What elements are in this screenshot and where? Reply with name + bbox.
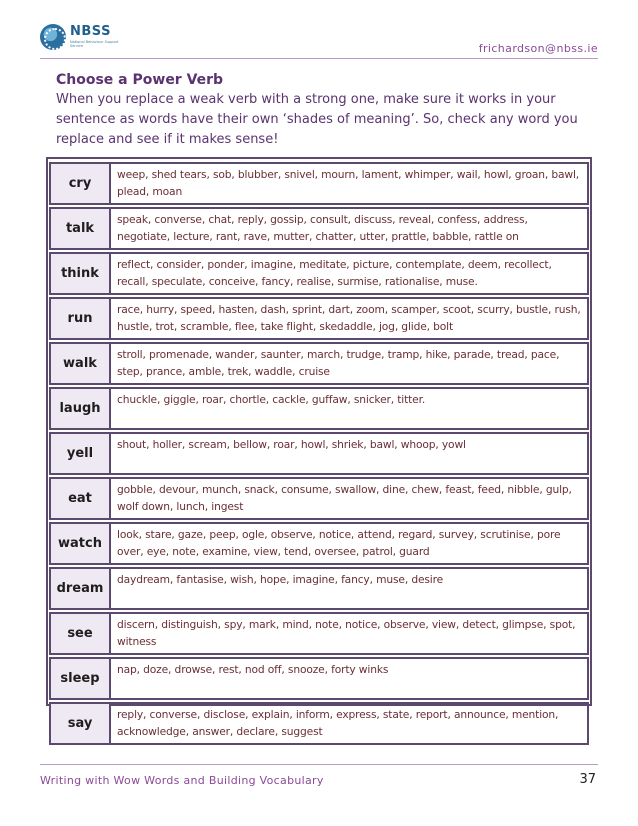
weak-verb: eat xyxy=(49,477,111,520)
footer-divider xyxy=(40,764,598,765)
footer-text: Writing with Wow Words and Building Vocabulary xyxy=(40,774,324,787)
verb-row xyxy=(49,477,589,520)
power-verb-list: gobble, devour, munch, snack, consume, swallow, dine, chew, feast, feed, nibble, gulp, wolf down, lunch, ingest xyxy=(111,477,589,520)
power-verb-list: stroll, promenade, wander, saunter, march, trudge, tramp, hike, parade, tread, pace, step, prance, amble, trek, waddle, cruise xyxy=(111,342,589,385)
power-verb-list: reflect, consider, ponder, imagine, meditate, picture, contemplate, deem, recollect, recall, speculate, conceive, fancy, realise, surmise, rationalise, muse. xyxy=(111,252,589,295)
weak-verb: laugh xyxy=(49,387,111,430)
weak-verb: yell xyxy=(49,432,111,475)
weak-verb: see xyxy=(49,612,111,655)
power-verb-list: daydream, fantasise, wish, hope, imagine, fancy, muse, desire xyxy=(111,567,589,610)
header-divider xyxy=(40,58,598,59)
verb-row xyxy=(49,657,589,700)
verb-row xyxy=(49,522,589,565)
verb-row xyxy=(49,387,589,430)
verb-row xyxy=(49,432,589,475)
page-number: 37 xyxy=(579,772,596,787)
power-verb-list: shout, holler, scream, bellow, roar, howl, shriek, bawl, whoop, yowl xyxy=(111,432,589,475)
verb-row xyxy=(49,207,589,250)
power-verb-list: look, stare, gaze, peep, ogle, observe, notice, attend, regard, survey, scrutinise, pore over, eye, note, examine, view, tend, oversee, patrol, guard xyxy=(111,522,589,565)
nbss-logo-mark xyxy=(40,24,66,50)
weak-verb: think xyxy=(49,252,111,295)
power-verb-list: discern, distinguish, spy, mark, mind, note, notice, observe, view, detect, glimpse, spot, witness xyxy=(111,612,589,655)
header-email: frichardson@nbss.ie xyxy=(478,42,598,55)
verb-row xyxy=(49,252,589,295)
verb-row xyxy=(49,612,589,655)
weak-verb: talk xyxy=(49,207,111,250)
verb-table-body xyxy=(49,162,589,745)
power-verb-list: chuckle, giggle, roar, chortle, cackle, guffaw, snicker, titter. xyxy=(111,387,589,430)
intro-paragraph: When you replace a weak verb with a strong one, make sure it works in your sentence as words have their own ‘shades of meaning’. So, check any word you replace and see if it makes sense! xyxy=(56,92,578,147)
power-verb-list: nap, doze, drowse, rest, nod off, snooze, forty winks xyxy=(111,657,589,700)
nbss-logo xyxy=(40,22,120,56)
logo-text: NBSS xyxy=(70,24,111,39)
verb-row xyxy=(49,342,589,385)
power-verb-table xyxy=(46,157,592,738)
weak-verb: say xyxy=(49,702,111,745)
weak-verb: watch xyxy=(49,522,111,565)
logo-tagline: National Behaviour Support Service xyxy=(70,40,119,48)
power-verb-list: weep, shed tears, sob, blubber, snivel, mourn, lament, whimper, wail, howl, groan, bawl, plead, moan xyxy=(111,162,589,205)
verb-row xyxy=(49,567,589,610)
verb-row xyxy=(49,702,589,745)
weak-verb: walk xyxy=(49,342,111,385)
weak-verb: cry xyxy=(49,162,111,205)
power-verb-list: race, hurry, speed, hasten, dash, sprint, dart, zoom, scamper, scoot, scurry, bustle, rush, hustle, trot, scramble, flee, take flight, skedaddle, jog, glide, bolt xyxy=(111,297,589,340)
power-verb-list: reply, converse, disclose, explain, inform, express, state, report, announce, mention, acknowledge, answer, declare, suggest xyxy=(111,702,589,745)
verb-row xyxy=(49,297,589,340)
weak-verb: run xyxy=(49,297,111,340)
verb-row xyxy=(49,162,589,205)
power-verb-list: speak, converse, chat, reply, gossip, consult, discuss, reveal, confess, address, negotiate, lecture, rant, rave, mutter, chatter, utter, prattle, babble, rattle on xyxy=(111,207,589,250)
weak-verb: sleep xyxy=(49,657,111,700)
page-title: Choose a Power Verb xyxy=(56,72,224,88)
weak-verb: dream xyxy=(49,567,111,610)
